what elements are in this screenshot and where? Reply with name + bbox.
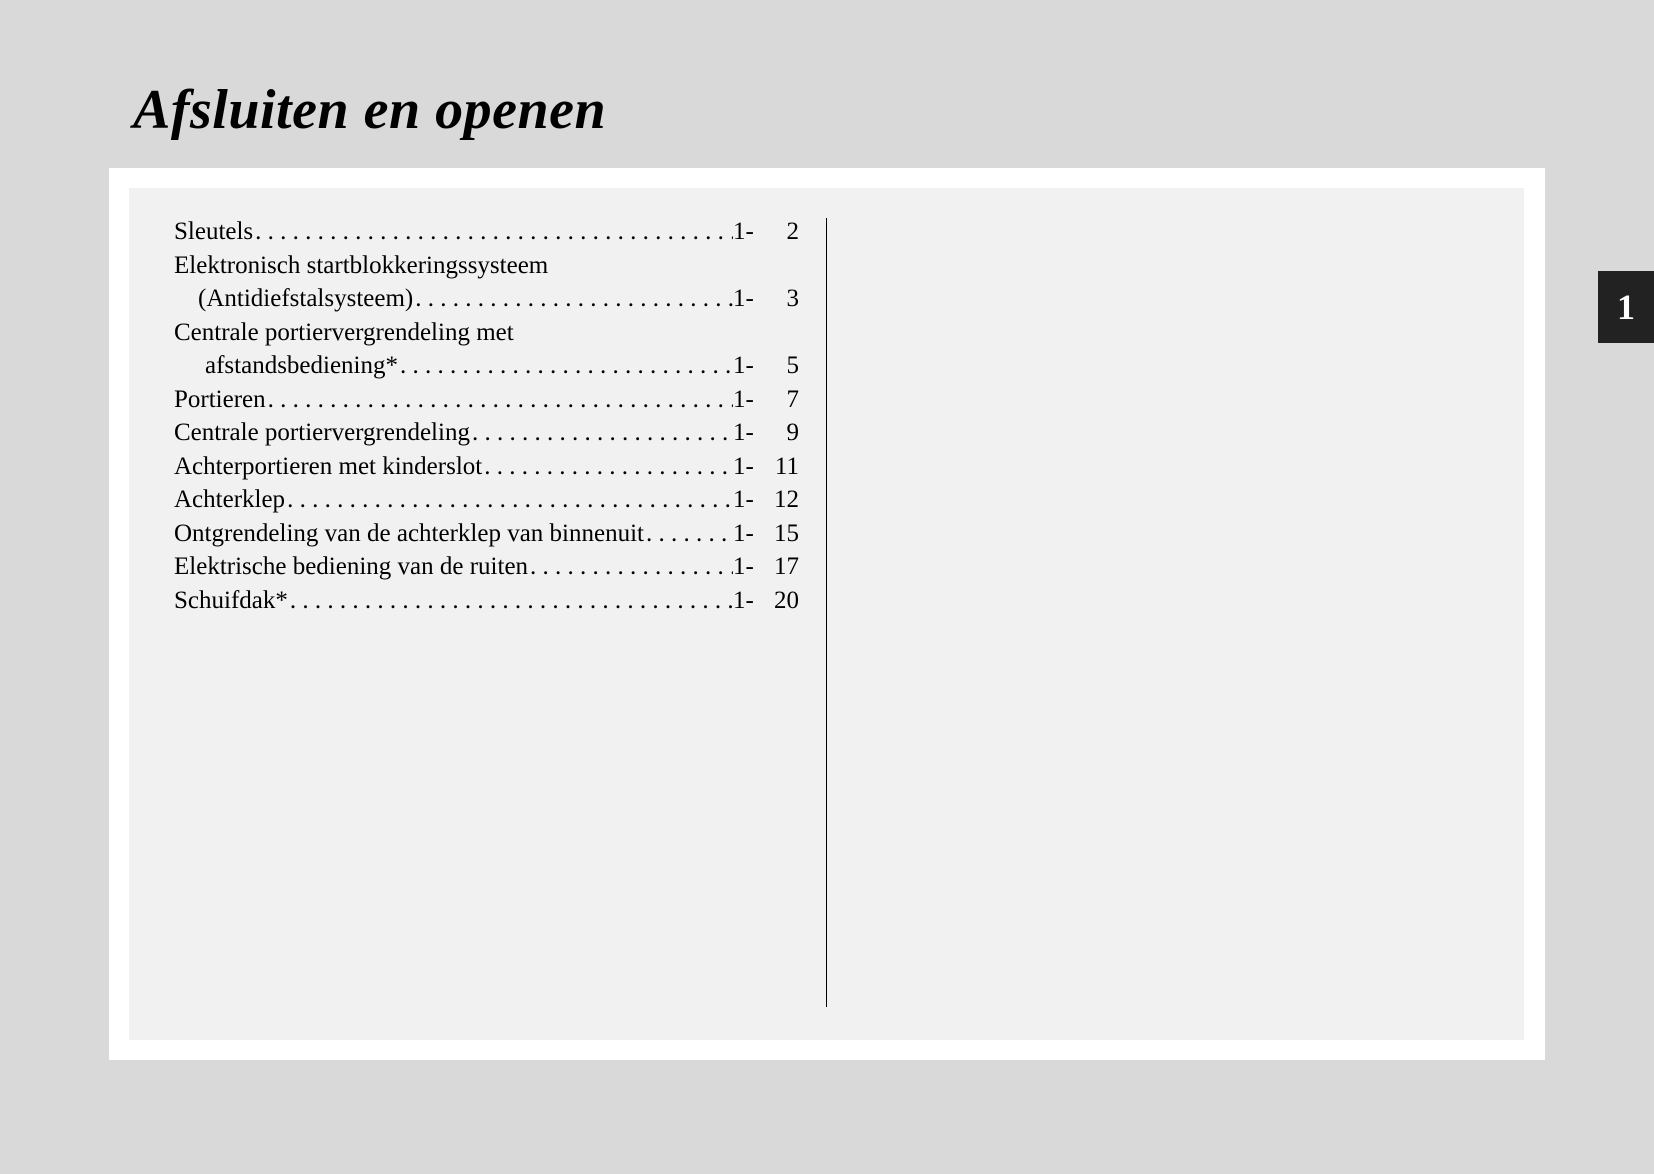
toc-entry-page: 7 — [786, 385, 799, 413]
content-panel — [129, 188, 1524, 1040]
toc-entry-chapter: 1- — [733, 452, 754, 480]
toc-entry-page: 20 — [774, 586, 799, 614]
dot-leader — [290, 584, 733, 618]
toc-entry-startblokkering[interactable] — [174, 282, 799, 316]
toc-entry-label: Centrale portiervergrendeling — [174, 419, 470, 446]
toc-entry-afstandsbediening[interactable] — [174, 349, 799, 383]
dot-leader — [287, 483, 733, 517]
toc-entry-label: Ontgrendeling van de achterklep van binnenuit — [174, 519, 644, 547]
toc-entry-label: afstandsbediening* — [205, 352, 399, 379]
toc-entry-label: Elektronisch startblokkeringssysteem — [174, 251, 549, 279]
toc-entry-elektrische-ruiten[interactable] — [174, 550, 799, 584]
toc-entry-chapter: 1- — [733, 419, 754, 446]
dot-leader — [400, 349, 733, 383]
toc-entry-label: Achterklep — [174, 486, 286, 513]
toc-entry-chapter: 1- — [733, 218, 754, 245]
toc-entry-label: Centrale portiervergrendeling met — [174, 318, 514, 346]
dot-leader — [415, 282, 733, 316]
toc-entry-sleutels[interactable] — [174, 215, 799, 249]
page-title: Afsluiten en openen — [133, 79, 607, 141]
toc-entry-centrale-portiervergrendeling[interactable] — [174, 416, 799, 450]
dot-leader — [255, 215, 733, 249]
toc-entry-chapter: 1- — [733, 352, 754, 379]
toc-entry-chapter: 1- — [733, 519, 754, 547]
dot-leader — [484, 450, 733, 484]
toc-entry-chapter: 1- — [733, 486, 754, 513]
toc-entry-achterklep[interactable] — [174, 483, 799, 517]
toc-entry-label: Sleutels — [174, 218, 254, 245]
toc-entry-page: 2 — [786, 218, 799, 245]
toc-entry-page: 5 — [786, 352, 799, 379]
toc-entry-startblokkering-line1[interactable] — [174, 249, 799, 283]
toc-entry-afstandsbediening-line1[interactable] — [174, 316, 799, 350]
toc-entry-portieren[interactable] — [174, 383, 799, 417]
table-of-contents — [174, 215, 799, 617]
toc-entry-page: 17 — [774, 553, 799, 580]
dot-leader — [530, 550, 733, 584]
dot-leader — [472, 416, 733, 450]
toc-entry-page: 15 — [774, 519, 799, 547]
toc-entry-label: Schuifdak* — [174, 586, 288, 614]
toc-entry-label: Portieren — [174, 385, 266, 413]
content-frame — [109, 168, 1545, 1060]
dot-leader — [268, 383, 733, 417]
toc-entry-page: 9 — [786, 419, 799, 446]
toc-entry-chapter: 1- — [733, 553, 754, 580]
toc-entry-kinderslot[interactable] — [174, 450, 799, 484]
toc-entry-page: 11 — [774, 452, 799, 480]
toc-entry-schuifdak[interactable] — [174, 584, 799, 618]
toc-entry-chapter: 1- — [733, 385, 754, 413]
toc-entry-label: (Antidiefstalsysteem) — [198, 285, 414, 312]
toc-entry-label: Elektrische bediening van de ruiten — [174, 553, 529, 580]
toc-entry-label: Achterportieren met kinderslot — [174, 452, 483, 480]
toc-entry-chapter: 1- — [733, 285, 754, 312]
chapter-tab[interactable]: 1 — [1598, 271, 1654, 343]
toc-entry-ontgrendeling-achterklep[interactable] — [174, 517, 799, 551]
column-divider — [826, 218, 827, 1007]
toc-entry-chapter: 1- — [733, 586, 754, 614]
dot-leader — [646, 517, 733, 551]
toc-entry-page: 12 — [774, 486, 799, 513]
toc-entry-page: 3 — [786, 285, 799, 312]
